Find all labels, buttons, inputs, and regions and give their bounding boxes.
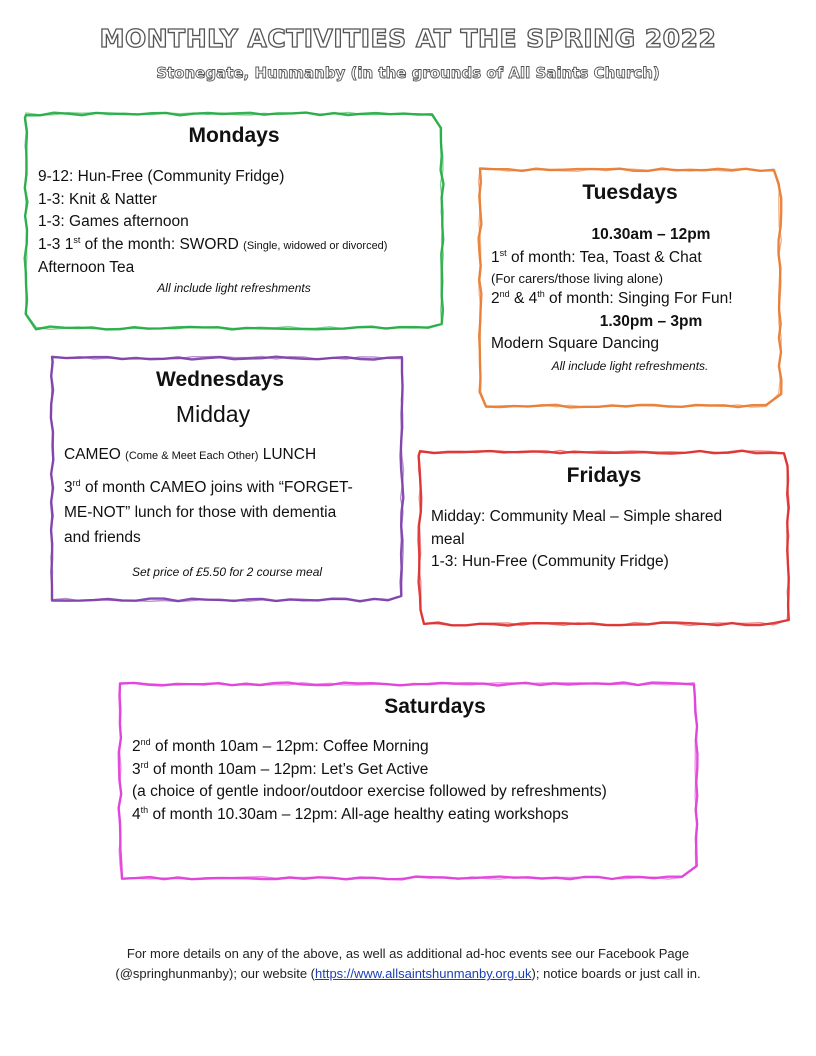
tuesdays-morning-time: 10.30am – 12pm [591,226,711,243]
wednesdays-note: Set price of £5.50 for 2 course meal [131,565,323,579]
page-subtitle: Stonegate, Hunmanby (in the grounds of All Saints Church) [156,64,660,82]
fridays-line: meal [431,530,465,548]
saturdays-line: 3rd of month 10am – 12pm: Let’s Get Active [132,759,429,778]
tuesdays-line: (For carers/those living alone) [491,271,663,286]
footer [40,944,776,984]
wednesdays-line: ME-NOT” lunch for those with dementia [64,503,337,521]
mondays-line: 1-3: Games afternoon [38,213,189,230]
tuesdays-line: Modern Square Dancing [491,335,660,352]
saturdays-line: 4th of month 10.30am – 12pm: All-age healthy eating workshops [132,804,569,823]
tuesdays-afternoon-time: 1.30pm – 3pm [599,312,703,330]
mondays-note: All include light refreshments [157,281,311,295]
saturdays-line: (a choice of gentle indoor/outdoor exercise followed by refreshments) [132,783,607,800]
saturdays-line: 2nd of month 10am – 12pm: Coffee Morning [132,736,429,755]
fridays-box [420,452,788,624]
wednesdays-line: and friends [64,528,141,546]
wednesdays-heading: Wednesdays [156,368,284,391]
fridays-line: 1-3: Hun-Free (Community Fridge) [431,553,669,570]
wednesdays-line: CAMEO (Come & Meet Each Other) LUNCH [64,446,317,463]
tuesdays-line: 1st of month: Tea, Toast & Chat [491,247,702,266]
footer-line: For more details on any of the above, as well as additional ad-hoc events see our Facebook Page [126,946,690,961]
mondays-sword-line: 1-3 1st of the month: SWORD (Single, widowed or divorced) [38,234,388,253]
tuesdays-note: All include light refreshments. [551,359,709,373]
tuesdays-box [480,170,780,406]
mondays-line: 9-12: Hun-Free (Community Fridge) [38,168,285,185]
mondays-line: 1-3: Knit & Natter [38,190,157,208]
saturdays-box [120,684,696,878]
fridays-heading: Fridays [566,464,642,487]
tuesdays-heading: Tuesdays [582,181,678,204]
wednesdays-subheading: Midday [175,401,251,427]
page-title: MONTHLY ACTIVITIES AT THE SPRING 2022 [99,24,717,53]
wednesdays-box [52,358,402,600]
mondays-line: Afternoon Tea [38,259,135,276]
wednesdays-line: 3rd of month CAMEO joins with “FORGET- [64,477,353,496]
footer-line: (@springhunmanby); our website (https://www.allsaintshunmanby.org.uk); notice boards or just call in. [115,966,701,981]
website-link[interactable]: https://www.allsaintshunmanby.org.uk [315,966,532,981]
mondays-box [26,114,442,328]
mondays-heading: Mondays [188,124,280,147]
tuesdays-line: 2nd & 4th of month: Singing For Fun! [491,288,733,307]
fridays-line: Midday: Community Meal – Simple shared [431,508,723,525]
saturdays-heading: Saturdays [384,695,486,718]
